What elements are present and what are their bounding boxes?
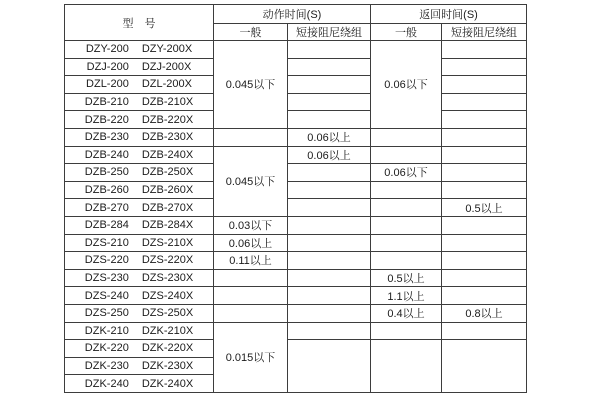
model-cell: [65, 375, 214, 393]
ret-general-cell: [371, 234, 442, 252]
model-name: DZB-210X: [141, 96, 194, 109]
model-name: DZK-240X: [141, 377, 194, 390]
table-row: [65, 164, 527, 182]
model-pair: [65, 290, 213, 302]
ret-general-cell: [371, 199, 442, 217]
table-row: [65, 128, 527, 146]
model-cell: [65, 181, 214, 199]
ret-general-cell: 0.4以上: [371, 304, 442, 322]
table-row: [65, 146, 527, 164]
table-row: [65, 216, 527, 234]
table-row: [65, 181, 527, 199]
table-row: [65, 58, 527, 76]
ret-damper-cell: [442, 181, 527, 199]
model-cell: [65, 357, 214, 375]
ret-general-cell: [371, 146, 442, 164]
model-cell: [65, 93, 214, 111]
model-name: DZS-240: [84, 289, 129, 302]
model-name: DZB-250X: [141, 166, 194, 179]
ret-general-cell: [371, 216, 442, 234]
ret-damper-cell: [442, 252, 527, 270]
model-pair: [65, 78, 213, 90]
model-name: DZB-240X: [141, 148, 194, 161]
model-cell: [65, 269, 214, 287]
model-name: DZY-200: [85, 43, 129, 56]
ret-general-cell: [371, 322, 442, 340]
model-name: DZK-210: [84, 324, 129, 337]
act-general-cell: [214, 128, 288, 146]
model-name: DZJ-200: [86, 60, 129, 73]
act-damper-cell: [288, 269, 371, 287]
act-damper-cell: [288, 216, 371, 234]
model-name: DZB-230: [84, 131, 129, 144]
header-action-damper: 短接阻尼绕组: [288, 24, 371, 41]
ret-damper-cell: [442, 234, 527, 252]
model-pair: [65, 254, 213, 266]
header-return-general: 一般: [371, 24, 442, 41]
table-row: [65, 322, 527, 340]
model-name: DZS-220X: [141, 254, 194, 267]
model-pair: [65, 61, 213, 73]
model-name: DZS-210: [84, 236, 129, 249]
model-pair: [65, 149, 213, 161]
model-cell: [65, 234, 214, 252]
model-name: DZB-260: [84, 184, 129, 197]
model-cell: [65, 252, 214, 270]
ret-damper-cell: [442, 287, 527, 305]
act-damper-cell: [288, 234, 371, 252]
act-damper-cell: 0.06以上: [288, 128, 371, 146]
model-name: DZS-210X: [141, 236, 194, 249]
table-row: [65, 304, 527, 322]
model-cell: [65, 322, 214, 340]
act-damper-cell: [288, 164, 371, 182]
table-header: [65, 5, 527, 41]
model-name: DZJ-200X: [141, 60, 192, 73]
model-name: DZB-270: [84, 201, 129, 214]
ret-damper-cell: [442, 41, 527, 59]
act-damper-cell: [288, 111, 371, 129]
ret-general-cell: [371, 340, 442, 393]
table-row: [65, 340, 527, 358]
model-name: DZS-230: [84, 272, 129, 285]
ret-damper-cell: [442, 216, 527, 234]
model-name: DZB-260X: [141, 184, 194, 197]
model-pair: [65, 131, 213, 143]
model-name: DZB-210: [84, 96, 129, 109]
ret-damper-cell: [442, 340, 527, 393]
ret-general-cell: 1.1以上: [371, 287, 442, 305]
model-name: DZB-270X: [141, 201, 194, 214]
table-row: [65, 234, 527, 252]
model-cell: [65, 304, 214, 322]
act-general-cell: 0.015以下: [214, 322, 288, 392]
header-return-time-group: 返回时间(S): [371, 5, 527, 24]
model-cell: [65, 41, 214, 59]
ret-general-cell: [371, 181, 442, 199]
act-general-cell: 0.045以下: [214, 41, 288, 129]
act-general-cell: [214, 269, 288, 287]
model-pair: [65, 202, 213, 214]
model-cell: [65, 146, 214, 164]
model-cell: [65, 76, 214, 94]
model-pair: [65, 378, 213, 390]
ret-general-cell: 0.06以下: [371, 164, 442, 182]
model-name: DZS-240X: [141, 289, 194, 302]
model-name: DZS-230X: [141, 272, 194, 285]
model-name: DZK-220X: [141, 342, 194, 355]
act-damper-cell: [288, 287, 371, 305]
model-cell: [65, 216, 214, 234]
act-general-cell: 0.045以下: [214, 146, 288, 216]
model-name: DZL-200X: [141, 78, 192, 91]
model-name: DZY-200X: [141, 43, 193, 56]
ret-damper-cell: [442, 146, 527, 164]
model-name: DZB-284X: [141, 219, 194, 232]
model-pair: [65, 219, 213, 231]
table-row: [65, 76, 527, 94]
spec-table: [64, 4, 527, 393]
model-cell: [65, 340, 214, 358]
act-general-cell: 0.06以上: [214, 234, 288, 252]
model-cell: [65, 199, 214, 217]
table-row: [65, 287, 527, 305]
model-name: DZS-220: [84, 254, 129, 267]
model-name: DZK-230X: [141, 359, 194, 372]
model-pair: [65, 307, 213, 319]
ret-general-cell: [371, 128, 442, 146]
act-general-cell: [214, 287, 288, 305]
model-pair: [65, 166, 213, 178]
act-damper-cell: [288, 41, 371, 59]
ret-damper-cell: [442, 111, 527, 129]
act-damper-cell: [288, 76, 371, 94]
model-name: DZK-230: [84, 359, 129, 372]
ret-damper-cell: 0.5以上: [442, 199, 527, 217]
act-damper-cell: 0.06以上: [288, 146, 371, 164]
model-name: DZK-210X: [141, 324, 194, 337]
model-pair: [65, 325, 213, 337]
model-cell: [65, 128, 214, 146]
act-general-cell: 0.11以上: [214, 252, 288, 270]
act-damper-cell: [288, 181, 371, 199]
header-action-general: 一般: [214, 24, 288, 41]
ret-general-cell: 0.5以上: [371, 269, 442, 287]
model-cell: [65, 111, 214, 129]
model-cell: [65, 287, 214, 305]
act-damper-cell: [288, 93, 371, 111]
header-return-damper: 短接阻尼绕组: [442, 24, 527, 41]
model-name: DZK-240: [84, 377, 129, 390]
model-pair: [65, 342, 213, 354]
table-row: [65, 41, 527, 59]
ret-damper-cell: [442, 93, 527, 111]
ret-damper-cell: [442, 269, 527, 287]
table-row: [65, 199, 527, 217]
model-name: DZB-250: [84, 166, 129, 179]
ret-damper-cell: [442, 58, 527, 76]
model-name: DZB-284: [84, 219, 129, 232]
act-damper-cell: [288, 304, 371, 322]
act-general-cell: [214, 304, 288, 322]
model-name: DZS-250X: [141, 307, 194, 320]
model-pair: [65, 43, 213, 55]
act-damper-cell: [288, 199, 371, 217]
act-general-cell: 0.03以下: [214, 216, 288, 234]
ret-general-cell: [371, 252, 442, 270]
model-pair: [65, 272, 213, 284]
table-row: [65, 93, 527, 111]
table-body: [65, 41, 527, 393]
model-name: DZS-250: [84, 307, 129, 320]
model-name: DZL-200: [86, 78, 129, 91]
table-row: [65, 269, 527, 287]
table-row: [65, 111, 527, 129]
model-name: DZB-230X: [141, 131, 194, 144]
ret-damper-cell: [442, 164, 527, 182]
model-name: DZB-240: [84, 148, 129, 161]
act-damper-cell: [288, 58, 371, 76]
header-action-time-group: 动作时间(S): [214, 5, 371, 24]
ret-damper-cell: [442, 128, 527, 146]
ret-damper-cell: 0.8以上: [442, 304, 527, 322]
ret-damper-cell: [442, 76, 527, 94]
model-name: DZK-220: [84, 342, 129, 355]
model-name: DZB-220X: [141, 113, 194, 126]
act-damper-cell: [288, 252, 371, 270]
model-cell: [65, 164, 214, 182]
model-pair: [65, 360, 213, 372]
model-pair: [65, 96, 213, 108]
act-damper-cell: [288, 340, 371, 393]
model-cell: [65, 58, 214, 76]
ret-damper-cell: [442, 322, 527, 340]
model-pair: [65, 114, 213, 126]
act-damper-cell: [288, 322, 371, 340]
header-model: 型 号: [65, 5, 214, 41]
model-pair: [65, 184, 213, 196]
model-name: DZB-220: [84, 113, 129, 126]
model-pair: [65, 237, 213, 249]
table-row: [65, 252, 527, 270]
ret-general-cell: 0.06以下: [371, 41, 442, 129]
